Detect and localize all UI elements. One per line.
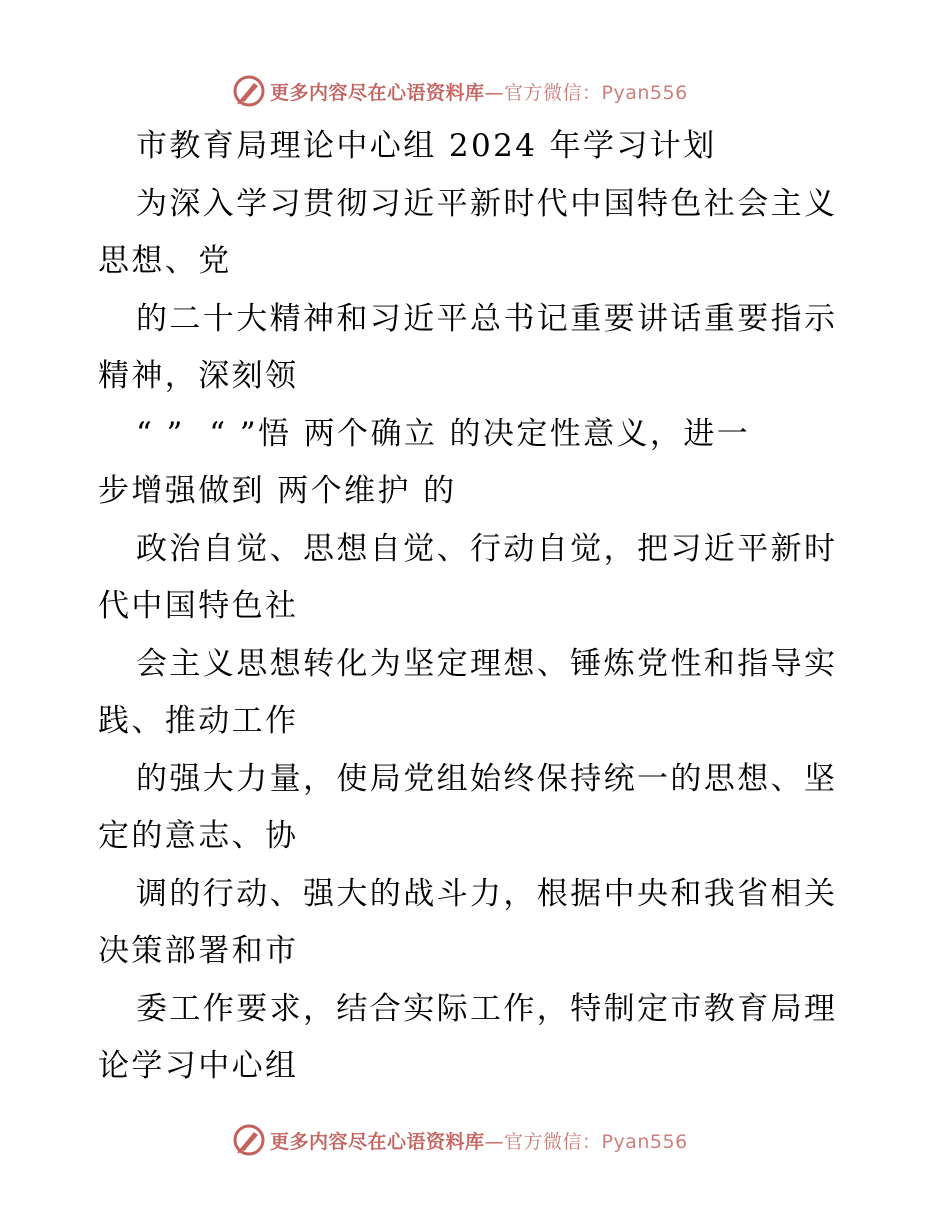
paragraph-line: 委工作要求，结合实际工作，特制定市教育局理 — [136, 990, 838, 1027]
banner-wechat-id: Pyan556 — [601, 81, 688, 104]
banner-text — [270, 78, 688, 105]
banner-wechat-id: Pyan556 — [601, 1130, 688, 1153]
banner-wechat-label: 官方微信： — [504, 81, 602, 104]
paragraph-line: 践、推动工作 — [98, 703, 299, 739]
paragraph-line: 代中国特色社 — [98, 588, 299, 624]
paragraph-line: 为深入学习贯彻习近平新时代中国特色社会主义 — [136, 185, 838, 222]
paragraph-line: 调的行动、强大的战斗力，根据中央和我省相关 — [136, 875, 838, 912]
paragraph-line: “ ” “ ”悟 两个确立 的决定性意义，进一 — [136, 415, 751, 452]
paragraph-line: 精神，深刻领 — [98, 358, 299, 394]
banner-dash: — — [484, 1130, 505, 1153]
banner-dash: — — [484, 81, 505, 104]
paragraph-line: 会主义思想转化为坚定理想、锤炼党性和指导实 — [136, 645, 838, 682]
paragraph-line: 决策部署和市 — [98, 933, 299, 969]
footer-watermark-banner — [232, 1120, 712, 1160]
paragraph-line: 论学习中心组 — [98, 1048, 299, 1084]
header-watermark-banner — [232, 71, 712, 111]
paragraph-line: 的强大力量，使局党组始终保持统一的思想、坚 — [136, 760, 838, 797]
banner-main-text: 更多内容尽在心语资料库 — [270, 1130, 485, 1153]
quill-logo-icon — [232, 74, 266, 108]
paragraph-line: 政治自觉、思想自觉、行动自觉，把习近平新时 — [136, 530, 838, 567]
banner-wechat-label: 官方微信： — [504, 1130, 602, 1153]
paragraph-line: 的二十大精神和习近平总书记重要讲话重要指示 — [136, 300, 838, 337]
banner-text — [270, 1127, 688, 1154]
paragraph-line: 步增强做到 两个维护 的 — [98, 473, 457, 509]
document-body — [98, 118, 858, 1096]
paragraph-line: 思想、党 — [98, 243, 232, 279]
banner-main-text: 更多内容尽在心语资料库 — [270, 81, 485, 104]
document-title: 市教育局理论中心组 2024 年学习计划 — [136, 128, 717, 164]
quill-logo-icon — [232, 1123, 266, 1157]
paragraph-line: 定的意志、协 — [98, 818, 299, 854]
